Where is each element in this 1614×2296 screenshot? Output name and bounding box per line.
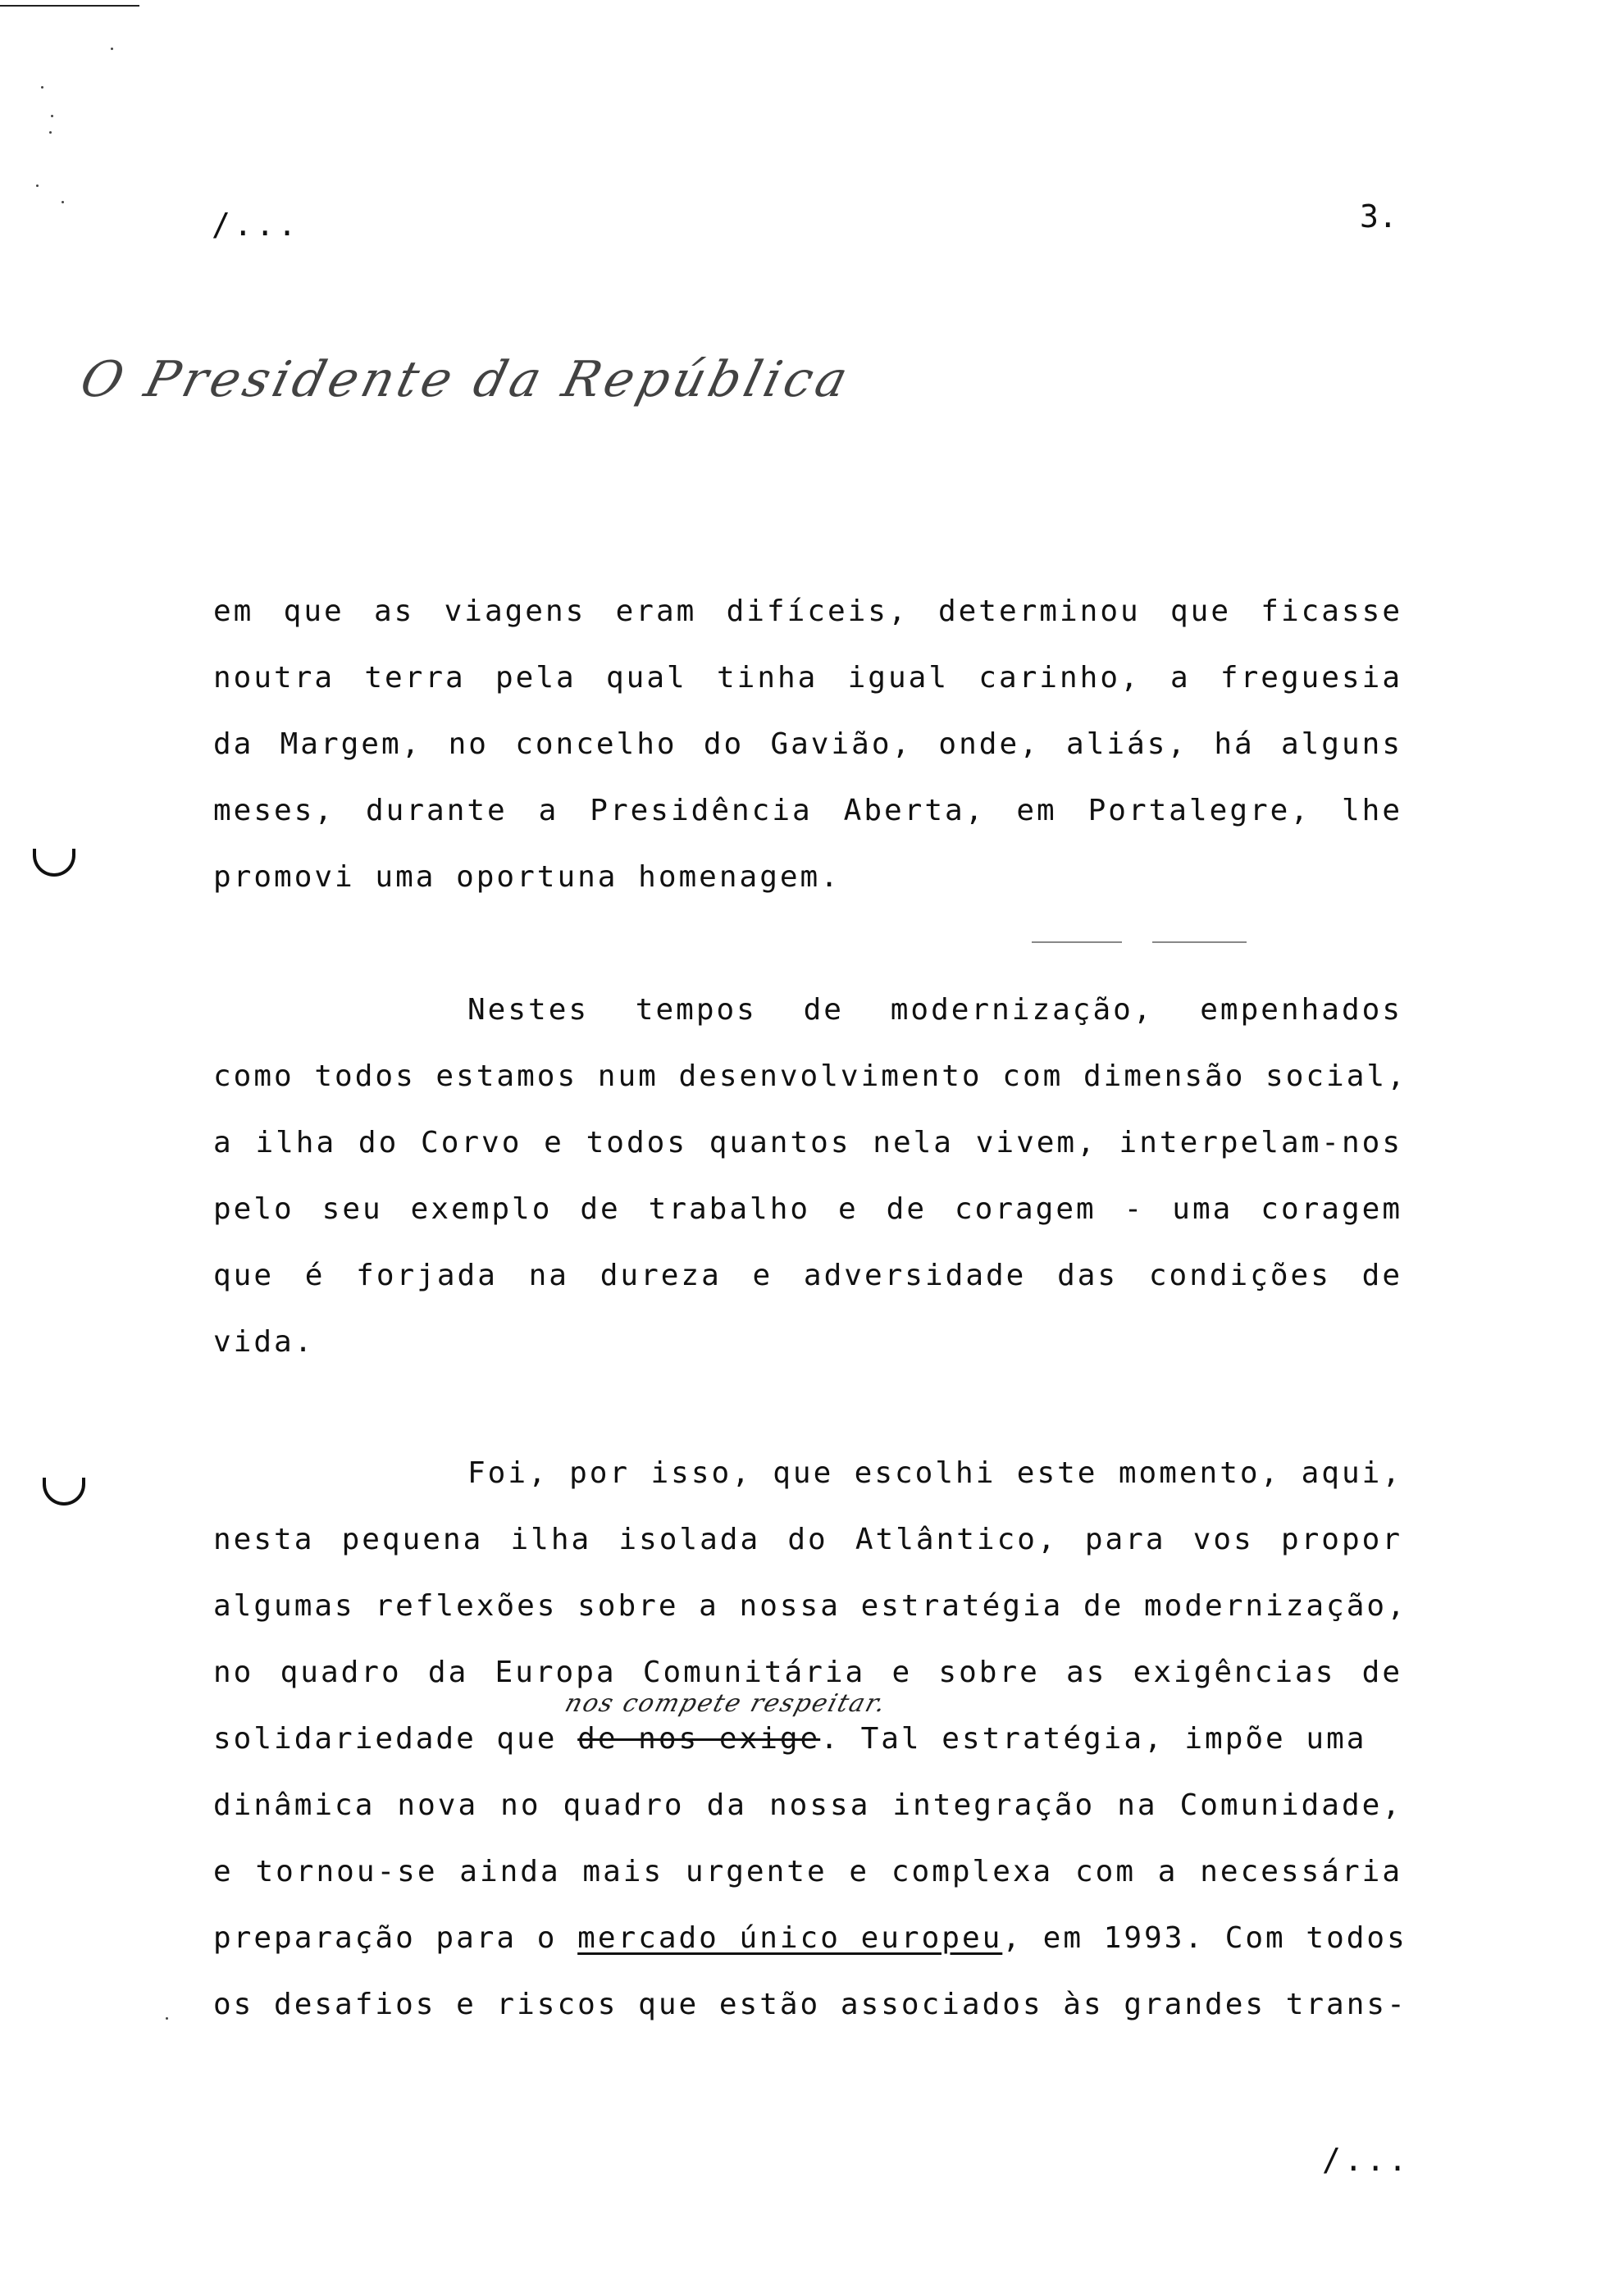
- speck: [51, 115, 53, 117]
- underlined-text: mercado único europeu: [577, 1921, 1003, 1955]
- dash-mark: [1152, 941, 1247, 943]
- margin-check-mark: [33, 849, 75, 877]
- paragraph3-line: nesta pequena ilha isolada do Atlântico, para vos propor: [213, 1523, 1402, 1556]
- struck-text: de nos exige: [577, 1722, 821, 1756]
- paragraph2-line: a ilha do Corvo e todos quantos nela vivem, interpelam-nos: [213, 1126, 1402, 1159]
- speck: [36, 184, 39, 187]
- paragraph2-line: como todos estamos num desenvolvimento com dimensão social,: [213, 1059, 1407, 1093]
- margin-check-mark: [43, 1478, 85, 1506]
- paragraph1-line: noutra terra pela qual tinha igual carinho, a freguesia: [213, 661, 1402, 695]
- speck: [49, 131, 52, 134]
- line-text: solidariedade que: [213, 1722, 578, 1756]
- speck: [111, 48, 113, 50]
- continuation-mark-bottom: /...: [1322, 2142, 1411, 2178]
- line-text: . Tal estratégia, impõe uma: [820, 1722, 1367, 1756]
- handwritten-insertion: nos compete respeitar.: [561, 1689, 891, 1718]
- paragraph3-line: algumas reflexões sobre a nossa estratégia de modernização,: [213, 1589, 1407, 1623]
- speck: [62, 201, 64, 203]
- paragraph2-line: que é forjada na dureza e adversidade das condições de: [213, 1259, 1402, 1292]
- continuation-mark-top: /...: [212, 207, 300, 243]
- top-edge-line: [0, 5, 139, 7]
- paragraph3-line: no quadro da Europa Comunitária e sobre as exigências de: [213, 1656, 1402, 1689]
- page-number: 3.: [1360, 198, 1397, 235]
- paragraph1-line: em que as viagens eram difíceis, determinou que ficasse: [213, 594, 1402, 628]
- paragraph3-line: os desafios e riscos que estão associados às grandes trans-: [213, 1988, 1407, 2021]
- paragraph1-line: promovi uma oportuna homenagem.: [213, 860, 841, 894]
- paragraph2-line: pelo seu exemplo de trabalho e de coragem - uma coragem: [213, 1192, 1402, 1226]
- line-text: preparação para o: [213, 1921, 578, 1955]
- speck: [41, 86, 43, 89]
- dash-mark: [1032, 941, 1122, 943]
- paragraph2-line: Nestes tempos de modernização, empenhados: [467, 993, 1402, 1027]
- paragraph3-line: Foi, por isso, que escolhi este momento, aqui,: [467, 1456, 1402, 1490]
- paragraph3-line: [213, 1721, 1402, 1757]
- letterhead: O Presidente da República: [75, 351, 857, 408]
- paragraph3-line: dinâmica nova no quadro da nossa integração na Comunidade,: [213, 1788, 1402, 1822]
- line-text: , em 1993. Com todos: [1002, 1921, 1407, 1955]
- speck: [166, 2017, 168, 2020]
- paragraph1-line: meses, durante a Presidência Aberta, em Portalegre, lhe: [213, 794, 1402, 827]
- paragraph2-line: vida.: [213, 1325, 315, 1359]
- paragraph1-line: da Margem, no concelho do Gavião, onde, aliás, há alguns: [213, 727, 1402, 761]
- paragraph3-line: [213, 1920, 1407, 1957]
- paragraph3-line: e tornou-se ainda mais urgente e complexa com a necessária: [213, 1855, 1402, 1888]
